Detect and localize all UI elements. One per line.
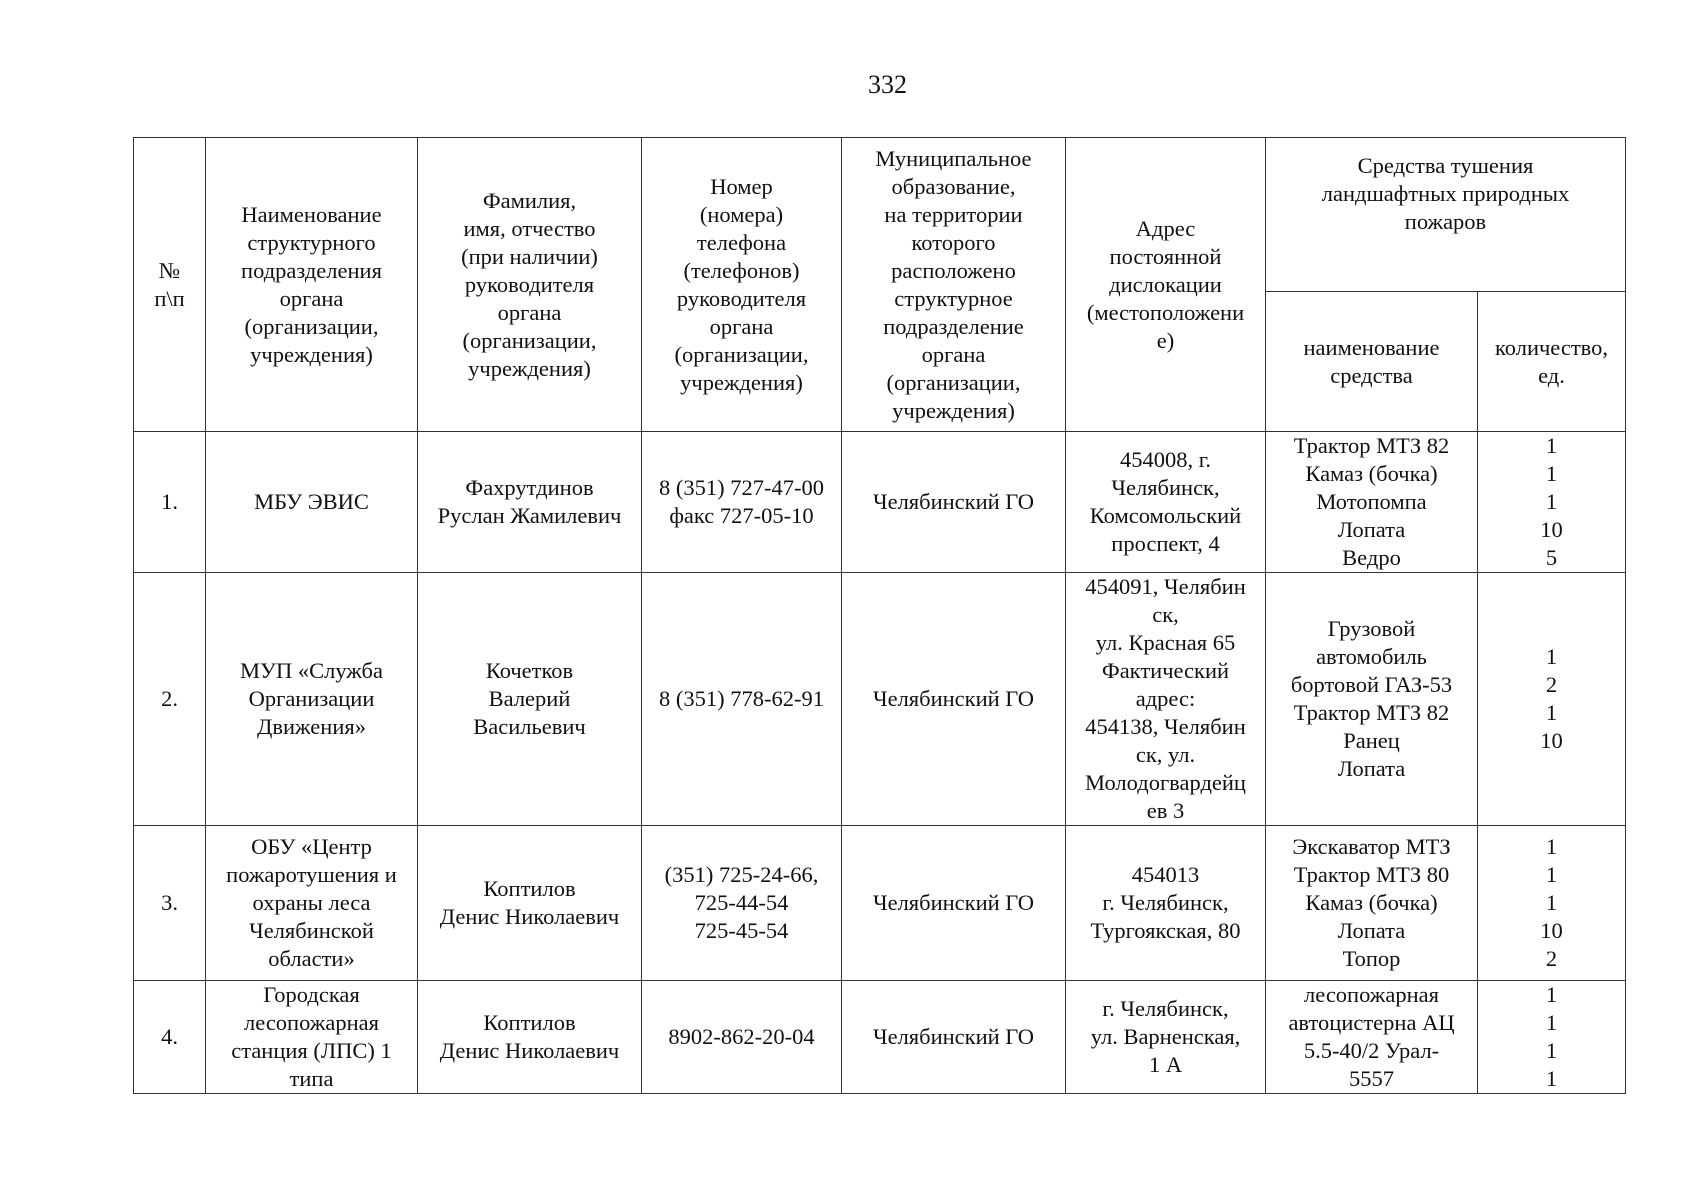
cell-text-line: 5 — [1545, 545, 1558, 570]
table-row — [134, 826, 1626, 981]
cell-text-line: Коптилов — [483, 876, 576, 901]
header-num — [134, 138, 206, 432]
cell-text-line: органа — [921, 341, 986, 367]
cell-text-line: Мотопомпа — [1316, 489, 1427, 514]
cell-text-line: имя, отчество — [463, 215, 596, 241]
cell-text-line: ед. — [1538, 362, 1565, 388]
cell-text-line: Трактор МТЗ 82 — [1293, 700, 1450, 725]
row-num — [134, 826, 206, 981]
cell-text-line: факс 727-05-10 — [669, 503, 814, 528]
row-municipality — [842, 432, 1066, 573]
cell-text-line: ев 3 — [1146, 798, 1185, 823]
cell-text-line: Денис Николаевич — [439, 1038, 620, 1063]
cell-text-line: руководителя — [676, 285, 807, 311]
header-address — [1066, 138, 1266, 432]
table-row — [134, 573, 1626, 826]
cell-text-line: МУП «Служба — [240, 658, 383, 683]
header-means-group — [1266, 138, 1626, 292]
row-qty — [1478, 573, 1626, 826]
cell-text-line: 725-44-54 — [694, 890, 789, 915]
cell-text-line: Трактор МТЗ 80 — [1293, 862, 1450, 887]
cell-text-line: структурное — [894, 285, 1013, 311]
cell-text-line: учреждения) — [468, 355, 591, 381]
cell-text-line: Лопата — [1337, 918, 1406, 943]
row-means — [1266, 573, 1478, 826]
cell-text-line: 2 — [1545, 946, 1558, 971]
header-municipality — [842, 138, 1066, 432]
cell-text-line: ул. Варненская, — [1090, 1024, 1241, 1049]
cell-text-line: Фактический — [1101, 658, 1230, 683]
cell-text-line: МБУ ЭВИС — [254, 489, 369, 514]
cell-text-line: Грузовой — [1327, 616, 1416, 641]
cell-text-line: Валерий — [488, 686, 571, 711]
cell-text-line: лесопожарная — [244, 1010, 379, 1035]
cell-text-line: 10 — [1540, 517, 1563, 542]
cell-text-line: 4. — [161, 1024, 178, 1049]
cell-text-line: Топор — [1342, 946, 1401, 971]
cell-text-line: Челябинский ГО — [872, 489, 1035, 514]
row-municipality — [842, 981, 1066, 1094]
cell-text-line: пожаротушения и — [226, 862, 397, 887]
cell-text-line: 1. — [161, 489, 178, 514]
cell-text-line: 454013 — [1131, 862, 1200, 887]
cell-text-line: Челябинский ГО — [872, 890, 1035, 915]
cell-text-line: Руслан Жамилевич — [437, 503, 622, 528]
row-means — [1266, 826, 1478, 981]
cell-text-line: Коптилов — [483, 1010, 576, 1035]
row-num — [134, 432, 206, 573]
row-qty — [1478, 981, 1626, 1094]
cell-text-line: 1 — [1545, 1066, 1558, 1091]
cell-text-line: Средства тушения — [1357, 153, 1534, 178]
page-number: 332 — [868, 70, 907, 99]
cell-text-line: ул. Красная 65 — [1095, 630, 1236, 655]
cell-text-line: г. Челябинск, — [1102, 996, 1229, 1021]
cell-text-line: 10 — [1540, 728, 1563, 753]
cell-text-line: структурного — [247, 229, 376, 255]
row-unit — [206, 573, 418, 826]
cell-text-line: которого — [911, 229, 996, 255]
cell-text-line: Муниципальное — [875, 145, 1032, 171]
cell-text-line: (номера) — [699, 201, 784, 227]
cell-text-line: Денис Николаевич — [439, 904, 620, 929]
table-row — [134, 981, 1626, 1094]
cell-text-line: Челябинской — [249, 918, 374, 943]
cell-text-line: 1 — [1545, 489, 1558, 514]
cell-text-line: (организации, — [674, 341, 809, 367]
row-num — [134, 981, 206, 1094]
cell-text-line: № — [158, 257, 181, 283]
cell-text-line: Челябинск, — [1111, 475, 1220, 500]
row-phone — [642, 981, 842, 1094]
cell-text-line: 10 — [1540, 918, 1563, 943]
row-means — [1266, 981, 1478, 1094]
cell-text-line: 1 А — [1148, 1052, 1183, 1077]
cell-text-line: 1 — [1545, 982, 1558, 1007]
row-qty — [1478, 826, 1626, 981]
row-unit — [206, 981, 418, 1094]
cell-text-line: области» — [268, 946, 355, 971]
cell-text-line: 454138, Челябин — [1085, 714, 1246, 739]
row-head — [418, 981, 642, 1094]
cell-text-line: Адрес — [1135, 215, 1196, 241]
cell-text-line: Трактор МТЗ 82 — [1293, 433, 1450, 458]
row-municipality — [842, 573, 1066, 826]
cell-text-line: 1 — [1545, 890, 1558, 915]
cell-text-line: постоянной — [1109, 243, 1222, 269]
cell-text-line: (организации, — [462, 327, 597, 353]
cell-text-line: г. Челябинск, — [1102, 890, 1229, 915]
cell-text-line: (телефонов) — [683, 257, 800, 283]
row-means — [1266, 432, 1478, 573]
cell-text-line: Камаз (бочка) — [1305, 461, 1438, 486]
row-phone — [642, 432, 842, 573]
cell-text-line: проспект, 4 — [1111, 531, 1220, 556]
header-means-name — [1266, 292, 1478, 432]
cell-text-line: е) — [1156, 327, 1175, 353]
cell-text-line: органа — [497, 299, 562, 325]
row-unit — [206, 826, 418, 981]
cell-text-line: органа — [709, 313, 774, 339]
cell-text-line: 1 — [1545, 834, 1558, 859]
cell-text-line: подразделения — [241, 257, 382, 283]
cell-text-line: учреждения) — [680, 369, 803, 395]
row-head — [418, 826, 642, 981]
cell-text-line: п\п — [154, 285, 185, 311]
cell-text-line: Комсомольский — [1089, 503, 1242, 528]
cell-text-line: подразделение — [883, 313, 1024, 339]
cell-text-line: расположено — [891, 257, 1016, 283]
cell-text-line: Тургоякская, 80 — [1090, 918, 1241, 943]
cell-text-line: (организации, — [244, 313, 379, 339]
cell-text-line: ОБУ «Центр — [251, 834, 372, 859]
cell-text-line: лесопожарная — [1304, 982, 1439, 1007]
cell-text-line: 1 — [1545, 433, 1558, 458]
cell-text-line: Ведро — [1342, 545, 1401, 570]
cell-text-line: 725-45-54 — [694, 918, 789, 943]
header-phone — [642, 138, 842, 432]
row-municipality — [842, 826, 1066, 981]
cell-text-line: количество, — [1494, 334, 1609, 360]
cell-text-line: Лопата — [1337, 756, 1406, 781]
cell-text-line: Организации — [248, 686, 375, 711]
header-head — [418, 138, 642, 432]
cell-text-line: (при наличии) — [461, 243, 598, 269]
cell-text-line: (организации, — [886, 369, 1021, 395]
cell-text-line: Экскаватор МТЗ — [1292, 834, 1451, 859]
cell-text-line: телефона — [696, 229, 787, 255]
cell-text-line: руководителя — [464, 271, 595, 297]
table-row — [134, 432, 1626, 573]
row-num — [134, 573, 206, 826]
cell-text-line: Кочетков — [485, 658, 574, 683]
cell-text-line: 5557 — [1349, 1066, 1394, 1091]
cell-text-line: 3. — [161, 890, 178, 915]
fire-means-table — [133, 137, 1626, 1094]
cell-text-line: 454008, г. — [1119, 447, 1212, 472]
cell-text-line: Номер — [710, 173, 773, 199]
cell-text-line: автоцистерна АЦ — [1288, 1010, 1455, 1035]
cell-text-line: 1 — [1545, 1010, 1558, 1035]
cell-text-line: автомобиль — [1316, 644, 1427, 669]
cell-text-line: ск, — [1152, 602, 1179, 627]
cell-text-line: Наименование — [241, 201, 382, 227]
row-head — [418, 432, 642, 573]
cell-text-line: Ранец — [1343, 728, 1400, 753]
cell-text-line: 8 (351) 727-47-00 — [659, 475, 824, 500]
cell-text-line: 2. — [161, 686, 178, 711]
header-row — [134, 138, 1626, 292]
row-phone — [642, 826, 842, 981]
row-address — [1066, 826, 1266, 981]
cell-text-line: 5.5-40/2 Урал- — [1303, 1038, 1440, 1063]
cell-text-line: пожаров — [1404, 209, 1487, 234]
cell-text-line: Камаз (бочка) — [1305, 890, 1438, 915]
cell-text-line: Молодогвардейц — [1085, 770, 1246, 795]
cell-text-line: ландшафтных природных — [1321, 181, 1570, 206]
row-address — [1066, 573, 1266, 826]
cell-text-line: органа — [279, 285, 344, 311]
cell-text-line: Фахрутдинов — [465, 475, 594, 500]
cell-text-line: Челябинский ГО — [872, 1024, 1035, 1049]
cell-text-line: Городская — [263, 982, 360, 1007]
cell-text-line: Лопата — [1337, 517, 1406, 542]
cell-text-line: охраны леса — [252, 890, 371, 915]
header-means-qty — [1478, 292, 1626, 432]
row-head — [418, 573, 642, 826]
row-address — [1066, 981, 1266, 1094]
row-qty — [1478, 432, 1626, 573]
cell-text-line: 1 — [1545, 700, 1558, 725]
cell-text-line: 1 — [1545, 644, 1558, 669]
cell-text-line: образование, — [891, 173, 1016, 199]
cell-text-line: 1 — [1545, 1038, 1558, 1063]
cell-text-line: учреждения) — [892, 397, 1015, 423]
cell-text-line: (местоположени — [1086, 299, 1245, 325]
cell-text-line: учреждения) — [250, 341, 373, 367]
cell-text-line: Васильевич — [473, 714, 586, 739]
cell-text-line: дислокации — [1109, 271, 1222, 297]
cell-text-line: 2 — [1545, 672, 1558, 697]
cell-text-line: 454091, Челябин — [1085, 574, 1246, 599]
cell-text-line: 8 (351) 778-62-91 — [659, 686, 824, 711]
cell-text-line: на территории — [884, 201, 1023, 227]
cell-text-line: 1 — [1545, 862, 1558, 887]
cell-text-line: типа — [289, 1066, 334, 1091]
row-address — [1066, 432, 1266, 573]
cell-text-line: наименование — [1303, 334, 1440, 360]
row-unit — [206, 432, 418, 573]
cell-text-line: 1 — [1545, 461, 1558, 486]
cell-text-line: станция (ЛПС) 1 — [231, 1038, 392, 1063]
cell-text-line: адрес: — [1135, 686, 1196, 711]
cell-text-line: 8902-862-20-04 — [668, 1024, 815, 1049]
header-unit — [206, 138, 418, 432]
cell-text-line: бортовой ГАЗ-53 — [1290, 672, 1453, 697]
cell-text-line: (351) 725-24-66, — [664, 862, 819, 887]
cell-text-line: средства — [1330, 362, 1413, 388]
cell-text-line: Челябинский ГО — [872, 686, 1035, 711]
cell-text-line: Движения» — [257, 714, 366, 739]
cell-text-line: ск, ул. — [1135, 742, 1196, 767]
row-phone — [642, 573, 842, 826]
cell-text-line: Фамилия, — [482, 187, 577, 213]
